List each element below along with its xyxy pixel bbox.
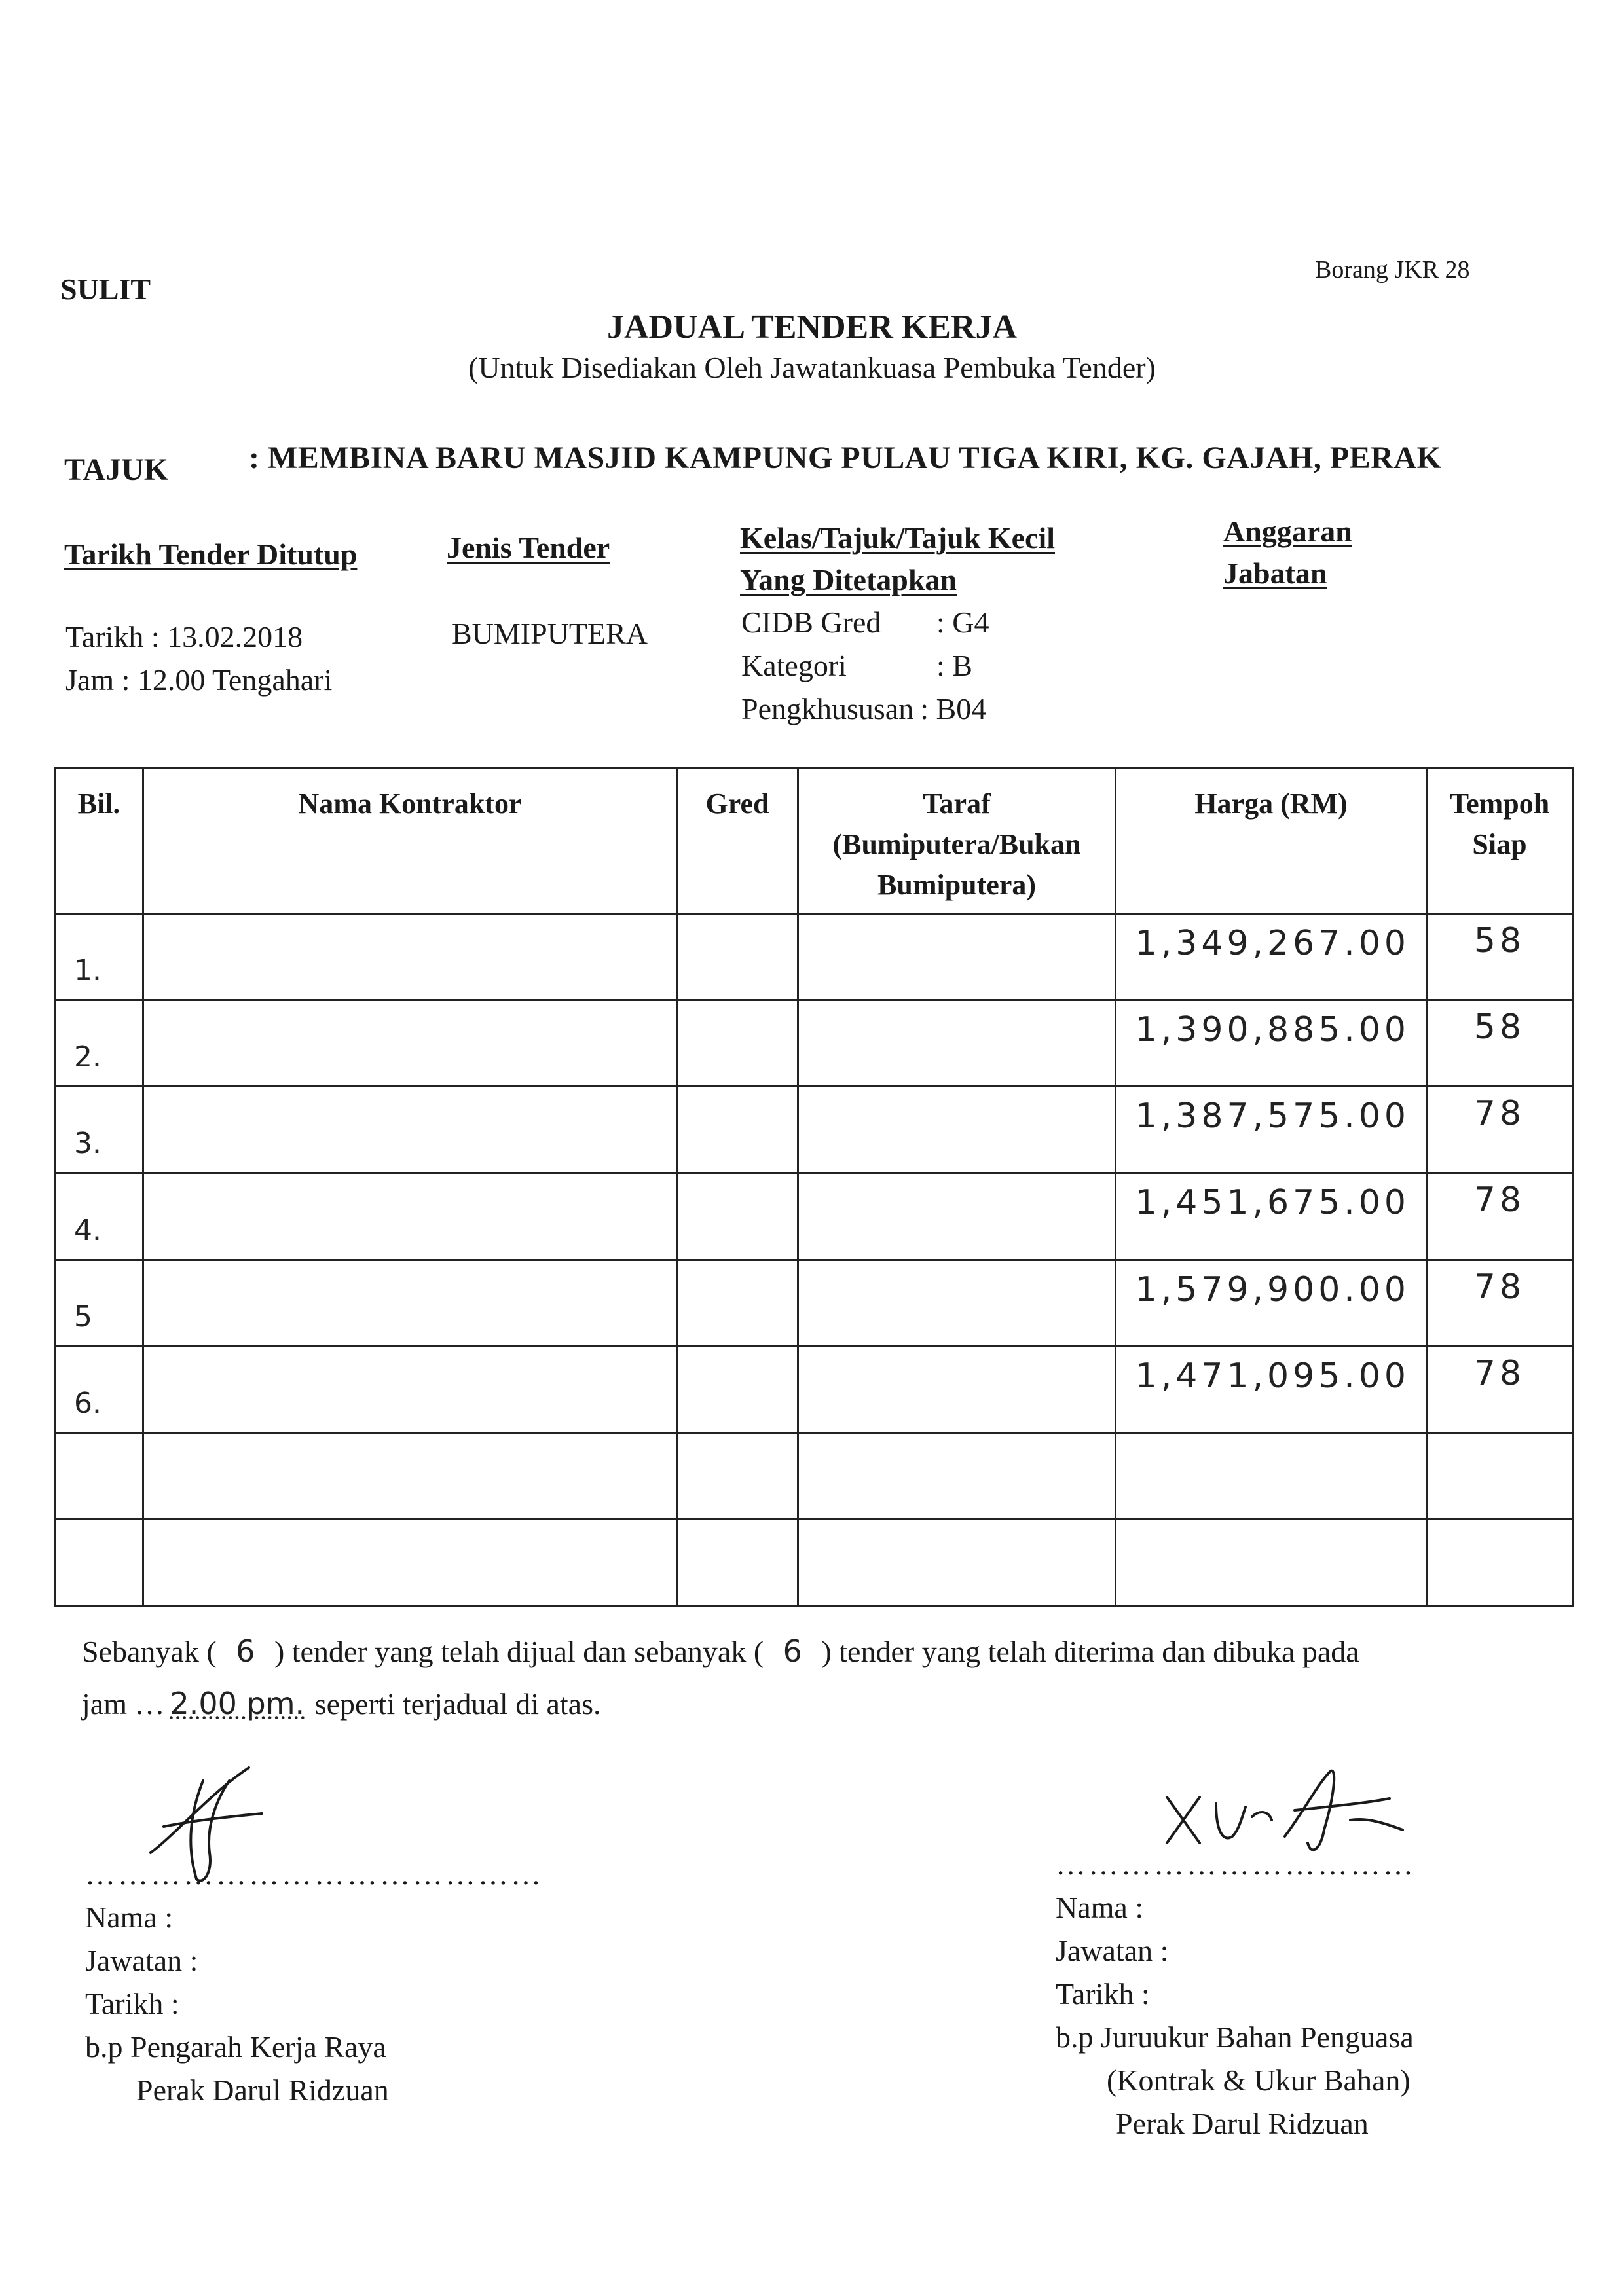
signature-left	[124, 1755, 282, 1886]
received-count: 6	[783, 1633, 802, 1669]
row-bil-cell: 2.	[55, 1000, 143, 1087]
row-gred-cell	[677, 1000, 798, 1087]
tarikh-line: Tarikh : 13.02.2018	[65, 620, 303, 653]
kategori-value: : B	[936, 649, 972, 682]
row-gred-cell	[677, 1260, 798, 1346]
left-nama: Nama :	[85, 1901, 174, 1934]
signature-line-left: ……………………………………	[85, 1857, 544, 1891]
opening-time: 2.00 pm.	[170, 1686, 305, 1721]
anggaran-heading-line-1: Anggaran	[1223, 515, 1352, 548]
right-tarikh: Tarikh :	[1056, 1977, 1150, 2011]
tender-table	[54, 767, 1574, 1607]
signature-block-right	[1056, 1843, 1416, 2145]
summary-line-2	[82, 1686, 601, 1721]
row-tempoh-cell: 78	[1427, 1260, 1573, 1346]
signature-right	[1154, 1758, 1416, 1863]
row-bil-cell	[55, 1432, 143, 1519]
right-org-3: Perak Darul Ridzuan	[1116, 2107, 1369, 2140]
row-taraf-cell	[798, 1000, 1116, 1087]
table-row	[55, 1087, 1573, 1173]
row-tempoh-cell: 58	[1427, 1000, 1573, 1087]
row-gred-cell	[677, 1173, 798, 1260]
kelas-heading-line-1: Kelas/Tajuk/Tajuk Kecil	[740, 521, 1056, 555]
header-gred: Gred	[677, 769, 798, 914]
row-nama-cell	[143, 914, 677, 1000]
kategori-row	[741, 644, 989, 687]
table-row	[55, 1260, 1573, 1346]
pengkhususan-value: : B04	[920, 692, 987, 725]
header-bil: Bil.	[55, 769, 143, 914]
row-nama-cell	[143, 1000, 677, 1087]
row-tempoh-cell	[1427, 1432, 1573, 1519]
row-tempoh-cell	[1427, 1519, 1573, 1605]
row-nama-cell	[143, 1260, 677, 1346]
tajuk-value: : MEMBINA BARU MASJID KAMPUNG PULAU TIGA KIRI, KG. GAJAH, PERAK	[249, 441, 1442, 475]
summary-text-3: ) tender yang telah diterima dan dibuka pada	[821, 1635, 1359, 1668]
row-tempoh-cell: 78	[1427, 1087, 1573, 1173]
row-bil-cell: 4.	[55, 1173, 143, 1260]
row-harga-cell: 1,471,095.00	[1116, 1346, 1427, 1432]
left-tarikh: Tarikh :	[85, 1987, 179, 2020]
row-taraf-cell	[798, 1173, 1116, 1260]
left-org-2: Perak Darul Ridzuan	[136, 2073, 389, 2107]
table-row	[55, 1173, 1573, 1260]
summary-text-1: Sebanyak (	[82, 1635, 217, 1668]
left-org-1: b.p Pengarah Kerja Raya	[85, 2030, 386, 2064]
row-harga-cell: 1,387,575.00	[1116, 1087, 1427, 1173]
row-nama-cell	[143, 1346, 677, 1432]
table-header-row	[55, 769, 1573, 914]
document-title: JADUAL TENDER KERJA	[606, 308, 1018, 346]
row-bil-cell: 1.	[55, 914, 143, 1000]
row-gred-cell	[677, 1432, 798, 1519]
row-nama-cell	[143, 1173, 677, 1260]
row-bil-cell	[55, 1519, 143, 1605]
table-row	[55, 914, 1573, 1000]
classification-label: SULIT	[60, 272, 151, 306]
right-org-1: b.p Juruukur Bahan Penguasa	[1056, 2020, 1414, 2054]
anggaran-heading-line-2: Jabatan	[1223, 556, 1327, 590]
header-tempoh-line-2: Siap	[1472, 828, 1527, 860]
kelas-heading-line-2: Yang Ditetapkan	[740, 563, 957, 596]
header-harga: Harga (RM)	[1116, 769, 1427, 914]
right-jawatan: Jawatan :	[1056, 1934, 1169, 1967]
row-tempoh-cell: 78	[1427, 1173, 1573, 1260]
row-gred-cell	[677, 1087, 798, 1173]
left-jawatan: Jawatan :	[85, 1944, 198, 1977]
row-bil-cell: 3.	[55, 1087, 143, 1173]
table-row	[55, 1000, 1573, 1087]
row-harga-cell	[1116, 1432, 1427, 1519]
jenis-value: BUMIPUTERA	[452, 617, 648, 650]
cidb-row	[741, 601, 989, 644]
row-nama-cell	[143, 1432, 677, 1519]
row-tempoh-cell: 78	[1427, 1346, 1573, 1432]
pengkhususan-row	[741, 687, 989, 731]
header-taraf-line-3: Bumiputera)	[877, 869, 1036, 901]
summary-text-4: jam	[82, 1687, 127, 1721]
kelas-heading	[740, 517, 1055, 601]
row-taraf-cell	[798, 1260, 1116, 1346]
kelas-values	[741, 601, 989, 731]
signature-line-right: ……………………………	[1056, 1848, 1416, 1881]
header-taraf-line-2: (Bumiputera/Bukan	[832, 828, 1081, 860]
row-tempoh-cell: 58	[1427, 914, 1573, 1000]
jam-line: Jam : 12.00 Tengahari	[65, 663, 333, 697]
row-gred-cell	[677, 1346, 798, 1432]
header-taraf-line-1: Taraf	[923, 788, 991, 820]
signature-block-left	[85, 1853, 544, 2112]
row-bil-cell: 5	[55, 1260, 143, 1346]
kategori-label: Kategori	[741, 649, 847, 682]
sold-count: 6	[236, 1633, 255, 1669]
row-taraf-cell	[798, 1432, 1116, 1519]
anggaran-heading	[1223, 511, 1352, 594]
row-harga-cell: 1,390,885.00	[1116, 1000, 1427, 1087]
row-taraf-cell	[798, 1087, 1116, 1173]
tarikh-values	[65, 615, 332, 702]
tarikh-heading: Tarikh Tender Ditutup	[64, 538, 358, 571]
summary-line-1	[82, 1633, 1359, 1669]
time-dots-left: …	[134, 1687, 168, 1721]
row-gred-cell	[677, 914, 798, 1000]
row-harga-cell: 1,349,267.00	[1116, 914, 1427, 1000]
cidb-label: CIDB Gred	[741, 606, 881, 639]
table-row	[55, 1519, 1573, 1605]
jenis-heading: Jenis Tender	[447, 531, 610, 564]
header-tempoh-line-1: Tempoh	[1449, 788, 1550, 820]
row-gred-cell	[677, 1519, 798, 1605]
header-tempoh	[1427, 769, 1573, 914]
form-reference: Borang JKR 28	[1315, 256, 1470, 283]
right-nama: Nama :	[1056, 1891, 1144, 1924]
summary-text-5: seperti terjadual di atas.	[314, 1687, 601, 1721]
summary-text-2: ) tender yang telah dijual dan sebanyak (	[274, 1635, 764, 1668]
tajuk-label: TAJUK	[64, 452, 169, 487]
document-subtitle: (Untuk Disediakan Oleh Jawatankuasa Pembuka Tender)	[468, 351, 1156, 384]
row-taraf-cell	[798, 1519, 1116, 1605]
row-nama-cell	[143, 1519, 677, 1605]
row-bil-cell: 6.	[55, 1346, 143, 1432]
row-taraf-cell	[798, 1346, 1116, 1432]
pengkhususan-label: Pengkhususan	[741, 692, 914, 725]
row-nama-cell	[143, 1087, 677, 1173]
table-row	[55, 1346, 1573, 1432]
header-nama: Nama Kontraktor	[143, 769, 677, 914]
row-harga-cell: 1,451,675.00	[1116, 1173, 1427, 1260]
row-harga-cell: 1,579,900.00	[1116, 1260, 1427, 1346]
row-taraf-cell	[798, 914, 1116, 1000]
header-taraf	[798, 769, 1116, 914]
row-harga-cell	[1116, 1519, 1427, 1605]
table-row	[55, 1432, 1573, 1519]
cidb-value: : G4	[936, 606, 989, 639]
right-org-2: (Kontrak & Ukur Bahan)	[1107, 2064, 1411, 2097]
